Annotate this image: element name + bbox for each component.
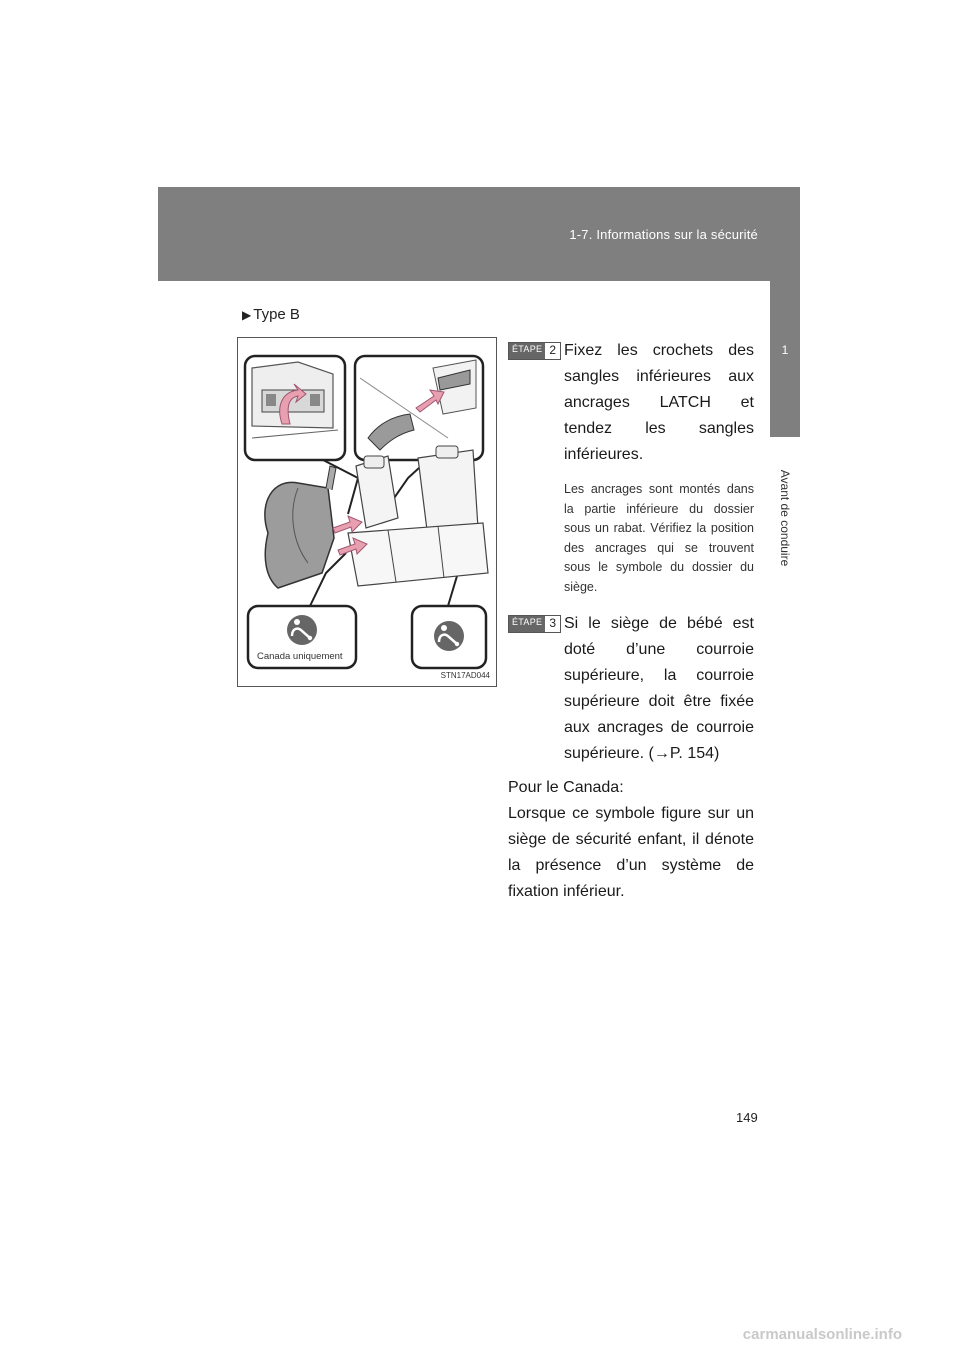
- step-badge-label: ÉTAPE: [509, 616, 545, 632]
- figure-caption: Canada uniquement: [257, 651, 343, 662]
- type-label: Type B: [253, 306, 300, 323]
- child-seat-anchor-icon-2: [434, 621, 464, 651]
- step-text: Si le siège de bébé est doté d’une courroie supérieure, la courroie supérieure doit être fixée aux ancrages de courroie supérieure. (→P. 154): [564, 615, 754, 762]
- header-band: [158, 187, 800, 281]
- triangle-marker-icon: ▶: [242, 308, 252, 322]
- anchor-arrow-icon-1: [333, 516, 362, 533]
- step-text: Fixez les crochets des sangles inférieures aux ancrages LATCH et tendez les sangles inférieures.: [564, 342, 754, 463]
- step-number: 3: [545, 616, 560, 632]
- step-badge-label: ÉTAPE: [509, 343, 545, 359]
- child-seat-anchor-icon: [287, 615, 317, 645]
- child-seat: [265, 466, 336, 588]
- chapter-title: Avant de conduire: [778, 469, 792, 567]
- figure-code: STN17AD044: [440, 671, 490, 680]
- step-badge: [508, 342, 561, 360]
- canada-section: [508, 775, 754, 905]
- chapter-title-vertical: [776, 448, 794, 588]
- seat-anchor-figure: [237, 337, 497, 687]
- type-heading: [242, 306, 300, 323]
- canada-body: Lorsque ce symbole figure sur un siège de sécurité enfant, il dénote la présence d’un système de fixation inférieur.: [508, 805, 754, 900]
- seat-illustration: [238, 338, 496, 686]
- step-note: Les ancrages sont montés dans la partie inférieure du dossier sous un rabat. Vérifiez la position des ancrages qui se trouvent sous le symbole du dossier du siège.: [564, 482, 754, 594]
- instructions-column: [508, 338, 754, 905]
- rear-seat-scene: [348, 446, 488, 586]
- canada-heading: Pour le Canada:: [508, 779, 624, 796]
- step-badge: [508, 615, 561, 633]
- step-2: [508, 338, 754, 597]
- watermark: carmanualsonline.info: [742, 1326, 902, 1343]
- section-title: 1-7. Informations sur la sécurité: [569, 227, 758, 242]
- page-number: 149: [736, 1110, 758, 1125]
- chapter-tab: [770, 281, 800, 437]
- step-number: 2: [545, 343, 560, 359]
- step-3: [508, 611, 754, 767]
- chapter-number: 1: [781, 343, 789, 357]
- seatback-flap-detail: [252, 362, 338, 438]
